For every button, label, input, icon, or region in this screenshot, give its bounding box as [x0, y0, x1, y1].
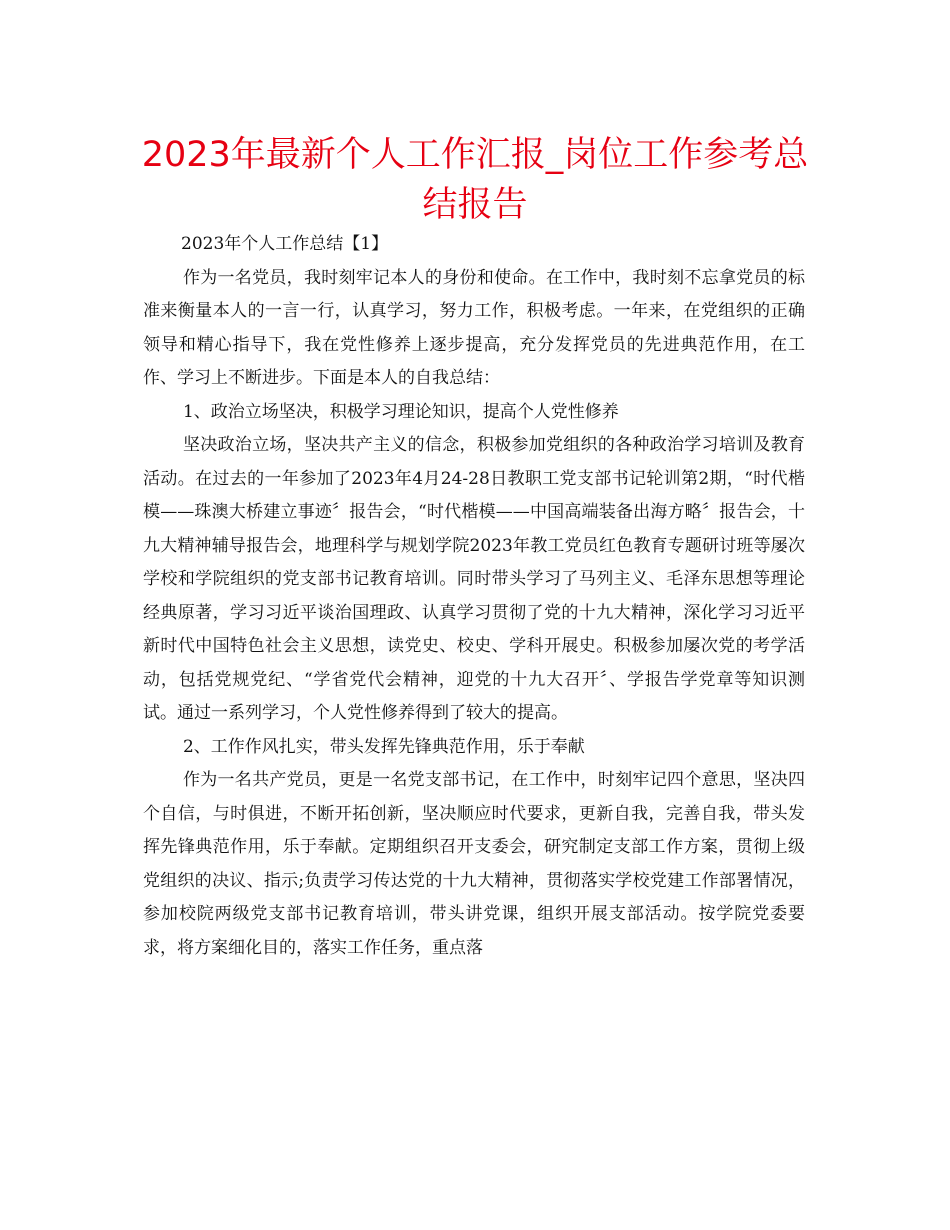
- subsection-heading: 2、工作作风扎实，带头发挥先锋典范作用，乐于奉献: [182, 736, 585, 757]
- document-title: 2023年最新个人工作汇报_岗位工作参考总结报告: [141, 135, 809, 225]
- paragraph: 作为一名党员，我时刻牢记本人的身份和使命。在工作中，我时刻不忘拿党员的标准来衡量本人的一言一行，认真学习，努力工作，积极考虑。一年来，在党组织的正确领导和精心指导下，我在党性修养上逐步提高，充分发挥党员的先进典范作用，在工作、学习上不断进步。下面是本人的自我总结：: [143, 267, 805, 388]
- subsection-heading: 1、政治立场坚决，积极学习理论知识，提高个人党性修养: [182, 401, 619, 422]
- section-heading: 2023年个人工作总结【1】: [181, 234, 389, 254]
- paragraph: 坚决政治立场，坚决共产主义的信念，积极参加党组织的各种政治学习培训及教育活动。在过去的一年参加了2023年4月24-28日教职工党支部书记轮训第2期，“时代楷模——珠澳大桥建立事迹〞报告会，“时代楷模——中国高端装备出海方略〞报告会，十九大精神辅导报告会，地理科学与规划学院2023年教工党员红色教育专题研讨班等屡次学校和学院组织的党支部书记教育培训。同时带头学习了马列主义、毛泽东思想等理论经典原著，学习习近平谈治国理政、认真学习贯彻了党的十九大精神，深化学习习近平新时代中国特色社会主义思想，读党史、校史、学科开展史。积极参加屡次党的考学活动，包括党规党纪、“学省党代会精神，迎党的十九大召开〞、学报告学党章等知识测试。通过一系列学习，个人党性修养得到了较大的提高。: [143, 435, 805, 723]
- document-body: [143, 228, 805, 965]
- paragraph: 作为一名共产党员，更是一名党支部书记，在工作中，时刻牢记四个意思，坚决四个自信，与时俱进，不断开拓创新，坚决顺应时代要求，更新自我，完善自我，带头发挥先锋典范作用，乐于奉献。定期组织召开支委会，研究制定支部工作方案，贯彻上级党组织的决议、指示;负责学习传达党的十九大精神，贯彻落实学校党建工作部署情况，参加校院两级党支部书记教育培训，带头讲党课，组织开展支部活动。按学院党委要求，将方案细化目的，落实工作任务，重点落: [143, 770, 805, 958]
